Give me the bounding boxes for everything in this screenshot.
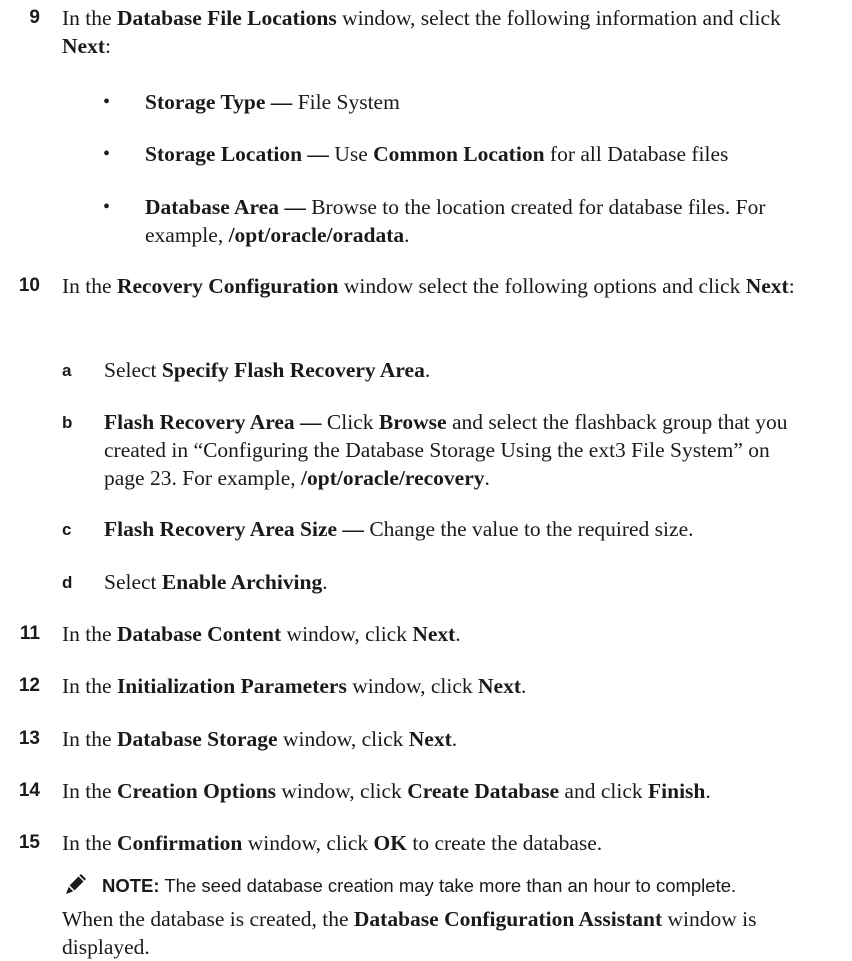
substep-text: Select Enable Archiving. — [104, 570, 328, 594]
bold-term: Initialization Parameters — [116, 674, 347, 698]
substep-label: b — [62, 413, 73, 432]
bold-term: Browse — [378, 410, 447, 434]
bold-term: Enable Archiving — [161, 570, 323, 594]
bold-term: Common Location — [373, 142, 545, 166]
step-text: In the Database Storage window, click Next. — [62, 727, 458, 751]
substep-text: Flash Recovery Area — Click Browse and select the flashback group that you created in “Configuring the Database Storage Using the ext3 File System” on page 23. For example, /opt/oracle/recovery. — [104, 410, 788, 490]
after-note-text: When the database is created, the Database Configuration Assistant window is displayed. — [62, 907, 757, 959]
bold-term: /opt/oracle/recovery — [301, 466, 485, 490]
step-number: 13 — [18, 728, 40, 749]
bold-term: Database Configuration Assistant — [353, 907, 663, 931]
step-text: In the Database Content window, click Next. — [62, 622, 461, 646]
bold-term: Flash Recovery Area — — [104, 410, 327, 434]
bold-term: Specify Flash Recovery Area — [161, 358, 425, 382]
bold-term: Database File Locations — [116, 6, 337, 30]
step-number: 10 — [18, 275, 40, 296]
bold-term: Next — [478, 674, 521, 698]
substep-label: c — [62, 520, 72, 539]
step-text: In the Database File Locations window, select the following information and click Next: — [62, 6, 781, 58]
step-number: 12 — [18, 675, 40, 696]
bold-term: Next — [412, 622, 456, 646]
pencil-note-icon — [64, 872, 90, 896]
substep-text: Flash Recovery Area Size — Change the value to the required size. — [104, 517, 694, 541]
bold-term: Storage Location — — [145, 142, 335, 166]
bold-term: /opt/oracle/oradata — [228, 223, 405, 247]
bullet-text: Database Area — Browse to the location created for database files. For example, /opt/oracle/oradata. — [145, 195, 766, 247]
bullet-icon: • — [103, 91, 111, 113]
bold-term: Recovery Configuration — [116, 274, 339, 298]
note-body: The seed database creation may take more than an hour to complete. — [159, 875, 737, 896]
substep-label: d — [62, 573, 73, 592]
note-label: NOTE: — [102, 875, 160, 896]
step-text: In the Creation Options window, click Create Database and click Finish. — [62, 779, 711, 803]
step-text: In the Initialization Parameters window, click Next. — [62, 674, 527, 698]
bold-term: Database Content — [116, 622, 282, 646]
substep-label: a — [62, 361, 72, 380]
step-text: In the Recovery Configuration window select the following options and click Next: — [62, 274, 795, 298]
bold-term: Confirmation — [116, 831, 243, 855]
bold-term: Next — [745, 274, 789, 298]
bold-term: Database Area — — [145, 195, 312, 219]
step-text: In the Confirmation window, click OK to create the database. — [62, 831, 603, 855]
bold-term: Next — [408, 727, 452, 751]
bullet-icon: • — [103, 196, 111, 218]
step-number: 15 — [18, 832, 40, 853]
step-number: 11 — [19, 623, 40, 644]
step-number: 14 — [18, 780, 40, 801]
bold-term: Create Database — [407, 779, 560, 803]
bullet-text: Storage Type — File System — [145, 90, 400, 114]
bold-term: Finish — [648, 779, 706, 803]
bold-term: Storage Type — — [145, 90, 298, 114]
bold-term: Database Storage — [116, 727, 278, 751]
step-number: 9 — [29, 7, 40, 28]
bold-term: Next — [62, 34, 105, 58]
bold-term: Creation Options — [116, 779, 277, 803]
substep-text: Select Specify Flash Recovery Area. — [104, 358, 431, 382]
bullet-icon: • — [103, 143, 111, 165]
note-text — [102, 874, 736, 898]
bold-term: OK — [373, 831, 407, 855]
bold-term: Flash Recovery Area Size — — [104, 517, 370, 541]
bullet-text: Storage Location — Use Common Location for all Database files — [145, 142, 729, 166]
